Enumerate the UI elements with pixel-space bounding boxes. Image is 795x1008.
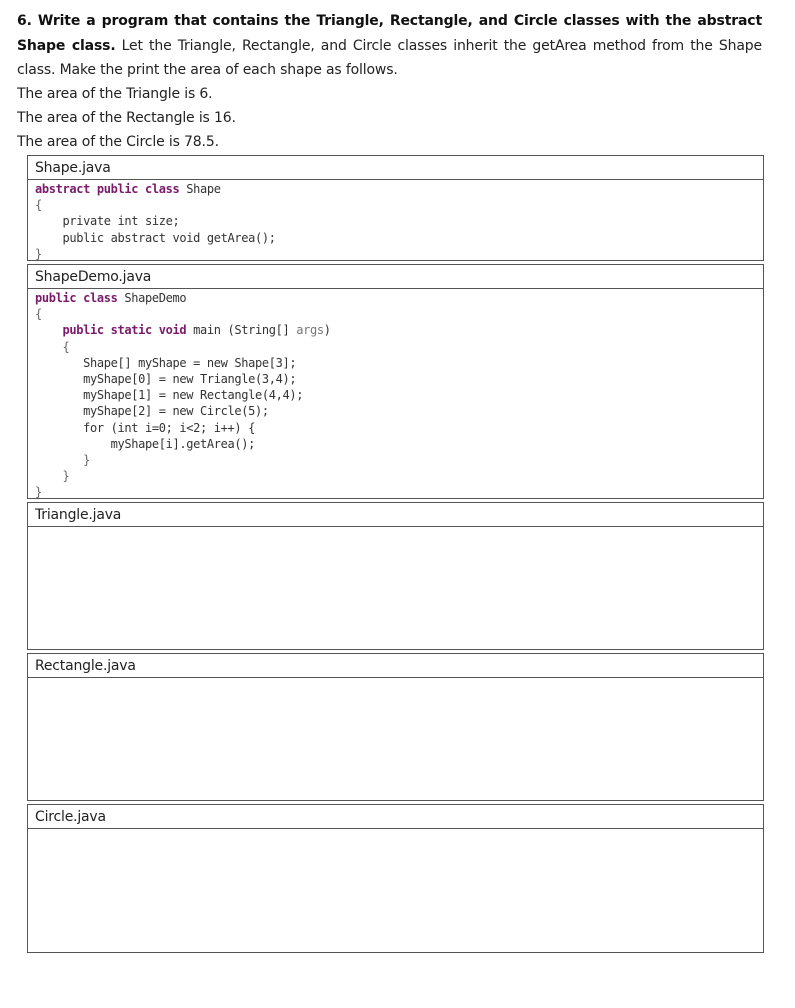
code-brace: { <box>35 198 42 213</box>
code-line: myShape[1] = new Rectangle(4,4); <box>35 388 304 403</box>
question-body: Let the Triangle, Rectangle, and Circle classes inherit the getArea method from the Shape class. Make the print the area of each shape as follows. <box>17 37 762 78</box>
circle-java-title: Circle.java <box>28 805 763 829</box>
shapedemo-java-box <box>27 264 764 499</box>
code-method: main (String[] <box>186 323 297 338</box>
rectangle-answer-area[interactable] <box>28 678 763 800</box>
code-brace: } <box>35 485 42 500</box>
code-keyword: public static void <box>35 323 187 338</box>
code-args: args <box>296 323 324 338</box>
output-circle: The area of the Circle is 78.5. <box>17 134 219 150</box>
shape-java-box <box>27 155 764 261</box>
shape-java-code <box>28 180 763 262</box>
code-brace: } <box>35 469 70 484</box>
code-keyword: public class <box>35 291 118 305</box>
code-keyword: abstract public class <box>35 182 180 196</box>
shapedemo-java-code <box>28 289 763 501</box>
code-line: Shape[] myShape = new Shape[3]; <box>35 355 297 370</box>
code-line: myShape[2] = new Circle(5); <box>35 404 269 419</box>
question-text <box>17 9 762 83</box>
triangle-java-box <box>27 502 764 650</box>
output-rectangle: The area of the Rectangle is 16. <box>17 110 236 126</box>
rectangle-java-title: Rectangle.java <box>28 654 763 678</box>
rectangle-java-box <box>27 653 764 801</box>
shape-java-title: Shape.java <box>28 156 763 180</box>
question-heading: 6. Write a program that contains the Triangle, Rectangle, and Circle classes with the abstract Shape class. <box>17 13 762 54</box>
code-line: myShape[i].getArea(); <box>35 436 255 451</box>
output-triangle: The area of the Triangle is 6. <box>17 86 213 102</box>
triangle-answer-area[interactable] <box>28 527 763 649</box>
shapedemo-java-title: ShapeDemo.java <box>28 265 763 289</box>
code-line: for (int i=0; i<2; i++) { <box>35 420 255 435</box>
code-paren: ) <box>323 323 331 338</box>
code-brace: } <box>35 246 42 261</box>
code-line: myShape[0] = new Triangle(3,4); <box>35 372 297 387</box>
code-line: public abstract void getArea(); <box>35 230 276 245</box>
code-brace: { <box>35 307 42 322</box>
code-brace: } <box>35 453 90 468</box>
code-class-name: ShapeDemo <box>117 291 187 305</box>
triangle-java-title: Triangle.java <box>28 503 763 527</box>
code-brace: { <box>35 339 70 354</box>
code-class-name: Shape <box>179 182 221 196</box>
circle-answer-area[interactable] <box>28 829 763 952</box>
code-line: private int size; <box>35 214 180 229</box>
circle-java-box <box>27 804 764 953</box>
